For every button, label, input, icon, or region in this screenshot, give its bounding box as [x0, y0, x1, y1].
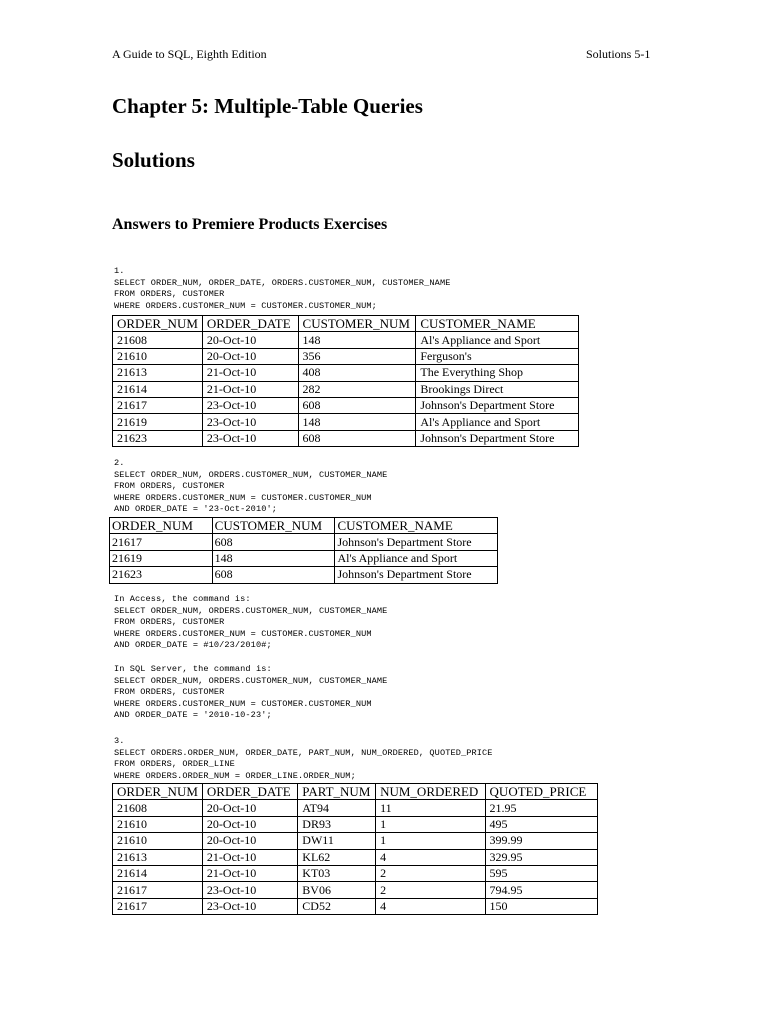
- code-line: FROM ORDERS, CUSTOMER: [114, 687, 225, 698]
- chapter-title: Chapter 5: Multiple-Table Queries: [112, 94, 423, 118]
- table-row: [113, 397, 579, 413]
- exercise-2-access-code: [114, 594, 387, 652]
- table-cell: 23-Oct-10: [202, 414, 298, 430]
- code-line: WHERE ORDERS.CUSTOMER_NUM = CUSTOMER.CUSTOMER_NUM: [114, 698, 372, 709]
- code-line: 3.: [114, 736, 125, 746]
- table-row: [113, 865, 598, 881]
- table-row: [110, 567, 498, 583]
- exercise-2-result-table: [109, 517, 498, 584]
- table-cell: 21613: [113, 849, 203, 865]
- table-cell: KT03: [298, 865, 376, 881]
- code-line: SELECT ORDERS.ORDER_NUM, ORDER_DATE, PART_NUM, NUM_ORDERED, QUOTED_PRICE: [114, 747, 493, 758]
- table-cell: DW11: [298, 833, 376, 849]
- table-cell: 23-Oct-10: [202, 898, 297, 914]
- code-line: FROM ORDERS, ORDER_LINE: [114, 759, 235, 770]
- code-line: FROM ORDERS, CUSTOMER: [114, 289, 225, 300]
- code-line: AND ORDER_DATE = #10/23/2010#;: [114, 640, 272, 651]
- table-cell: Al's Appliance and Sport: [416, 414, 579, 430]
- table-cell: 21613: [113, 365, 203, 381]
- table-cell: 23-Oct-10: [202, 430, 298, 446]
- exercise-2-code: [114, 458, 387, 516]
- table-cell: Johnson's Department Store: [416, 397, 579, 413]
- table-cell: Johnson's Department Store: [335, 534, 498, 550]
- table-cell: 399.99: [485, 833, 597, 849]
- column-header: NUM_ORDERED: [376, 784, 485, 800]
- column-header: CUSTOMER_NAME: [416, 316, 579, 332]
- table-cell: 21617: [113, 898, 203, 914]
- code-line: FROM ORDERS, CUSTOMER: [114, 617, 225, 628]
- table-cell: Ferguson's: [416, 348, 579, 364]
- table-row: [113, 348, 579, 364]
- code-line: 2.: [114, 458, 125, 468]
- running-header-page: Solutions 5-1: [586, 47, 651, 61]
- code-line: In SQL Server, the command is:: [114, 664, 272, 674]
- table-header-row: [113, 784, 598, 800]
- column-header: QUOTED_PRICE: [485, 784, 597, 800]
- code-line: SELECT ORDER_NUM, ORDERS.CUSTOMER_NUM, CUSTOMER_NAME: [114, 675, 388, 686]
- table-cell: KL62: [298, 849, 376, 865]
- code-line: WHERE ORDERS.CUSTOMER_NUM = CUSTOMER.CUSTOMER_NUM: [114, 492, 372, 503]
- column-header: ORDER_NUM: [113, 316, 203, 332]
- solutions-title: Solutions: [112, 148, 195, 172]
- table-cell: 23-Oct-10: [202, 397, 298, 413]
- table-cell: 21619: [113, 414, 203, 430]
- table-cell: 21617: [113, 882, 203, 898]
- table-cell: 11: [376, 800, 485, 816]
- column-header: ORDER_DATE: [202, 316, 298, 332]
- table-cell: BV06: [298, 882, 376, 898]
- code-line: AND ORDER_DATE = '2010-10-23';: [114, 710, 272, 721]
- exercise-2-sqlserver-code: [114, 664, 387, 722]
- table-cell: DR93: [298, 816, 376, 832]
- table-cell: 608: [298, 397, 416, 413]
- table-cell: 20-Oct-10: [202, 348, 298, 364]
- exercise-1-result-table: [112, 315, 579, 447]
- column-header: CUSTOMER_NAME: [335, 518, 498, 534]
- table-cell: 21-Oct-10: [202, 865, 297, 881]
- table-cell: 21-Oct-10: [202, 365, 298, 381]
- table-cell: Al's Appliance and Sport: [335, 550, 498, 566]
- table-cell: 21619: [110, 550, 213, 566]
- table-cell: 2: [376, 865, 485, 881]
- code-line: AND ORDER_DATE = '23-Oct-2010';: [114, 504, 277, 515]
- table-cell: 21617: [113, 397, 203, 413]
- table-row: [113, 816, 598, 832]
- table-row: [113, 849, 598, 865]
- table-header-row: [110, 518, 498, 534]
- table-cell: 4: [376, 898, 485, 914]
- table-cell: Johnson's Department Store: [335, 567, 498, 583]
- table-cell: 20-Oct-10: [202, 800, 297, 816]
- table-cell: 794.95: [485, 882, 597, 898]
- table-cell: AT94: [298, 800, 376, 816]
- table-cell: 21617: [110, 534, 213, 550]
- exercise-3-code: [114, 736, 493, 782]
- running-header-title: A Guide to SQL, Eighth Edition: [112, 47, 267, 61]
- code-line: SELECT ORDER_NUM, ORDER_DATE, ORDERS.CUSTOMER_NUM, CUSTOMER_NAME: [114, 277, 451, 288]
- table-cell: 20-Oct-10: [202, 332, 298, 348]
- column-header: PART_NUM: [298, 784, 376, 800]
- table-cell: 21608: [113, 800, 203, 816]
- table-cell: 21-Oct-10: [202, 849, 297, 865]
- code-line: WHERE ORDERS.ORDER_NUM = ORDER_LINE.ORDER_NUM;: [114, 770, 356, 781]
- table-cell: 356: [298, 348, 416, 364]
- table-cell: Al's Appliance and Sport: [416, 332, 579, 348]
- table-row: [113, 898, 598, 914]
- table-cell: 608: [298, 430, 416, 446]
- column-header: ORDER_NUM: [110, 518, 213, 534]
- table-cell: 20-Oct-10: [202, 816, 297, 832]
- exercise-1-code: [114, 266, 450, 312]
- table-cell: 21608: [113, 332, 203, 348]
- table-cell: Johnson's Department Store: [416, 430, 579, 446]
- table-row: [110, 550, 498, 566]
- table-cell: CD52: [298, 898, 376, 914]
- table-row: [113, 430, 579, 446]
- table-cell: 1: [376, 833, 485, 849]
- table-cell: 21.95: [485, 800, 597, 816]
- table-cell: 495: [485, 816, 597, 832]
- table-cell: 23-Oct-10: [202, 882, 297, 898]
- table-cell: 150: [485, 898, 597, 914]
- table-cell: 21614: [113, 865, 203, 881]
- code-line: SELECT ORDER_NUM, ORDERS.CUSTOMER_NUM, CUSTOMER_NAME: [114, 469, 388, 480]
- code-line: SELECT ORDER_NUM, ORDERS.CUSTOMER_NUM, CUSTOMER_NAME: [114, 605, 388, 616]
- table-row: [113, 414, 579, 430]
- table-cell: The Everything Shop: [416, 365, 579, 381]
- table-cell: 608: [212, 567, 335, 583]
- table-cell: 4: [376, 849, 485, 865]
- table-cell: 408: [298, 365, 416, 381]
- table-cell: 21614: [113, 381, 203, 397]
- table-row: [110, 534, 498, 550]
- table-cell: 148: [298, 414, 416, 430]
- table-cell: 21623: [110, 567, 213, 583]
- column-header: CUSTOMER_NUM: [298, 316, 416, 332]
- column-header: ORDER_DATE: [202, 784, 297, 800]
- code-line: WHERE ORDERS.CUSTOMER_NUM = CUSTOMER.CUSTOMER_NUM;: [114, 300, 377, 311]
- table-cell: 148: [212, 550, 335, 566]
- table-cell: 282: [298, 381, 416, 397]
- table-row: [113, 800, 598, 816]
- table-row: [113, 833, 598, 849]
- table-cell: 329.95: [485, 849, 597, 865]
- table-cell: 608: [212, 534, 335, 550]
- table-cell: 21623: [113, 430, 203, 446]
- table-row: [113, 882, 598, 898]
- code-line: 1.: [114, 266, 125, 276]
- table-row: [113, 381, 579, 397]
- section-title: Answers to Premiere Products Exercises: [112, 216, 388, 233]
- table-cell: 21610: [113, 816, 203, 832]
- table-cell: 21610: [113, 348, 203, 364]
- code-line: FROM ORDERS, CUSTOMER: [114, 481, 225, 492]
- table-cell: 148: [298, 332, 416, 348]
- table-header-row: [113, 316, 579, 332]
- table-cell: 21610: [113, 833, 203, 849]
- table-cell: 2: [376, 882, 485, 898]
- table-row: [113, 365, 579, 381]
- table-cell: 21-Oct-10: [202, 381, 298, 397]
- table-cell: 595: [485, 865, 597, 881]
- table-cell: Brookings Direct: [416, 381, 579, 397]
- column-header: ORDER_NUM: [113, 784, 203, 800]
- table-row: [113, 332, 579, 348]
- exercise-3-result-table: [112, 783, 598, 915]
- code-line: In Access, the command is:: [114, 594, 251, 604]
- table-cell: 1: [376, 816, 485, 832]
- column-header: CUSTOMER_NUM: [212, 518, 335, 534]
- code-line: WHERE ORDERS.CUSTOMER_NUM = CUSTOMER.CUSTOMER_NUM: [114, 628, 372, 639]
- table-cell: 20-Oct-10: [202, 833, 297, 849]
